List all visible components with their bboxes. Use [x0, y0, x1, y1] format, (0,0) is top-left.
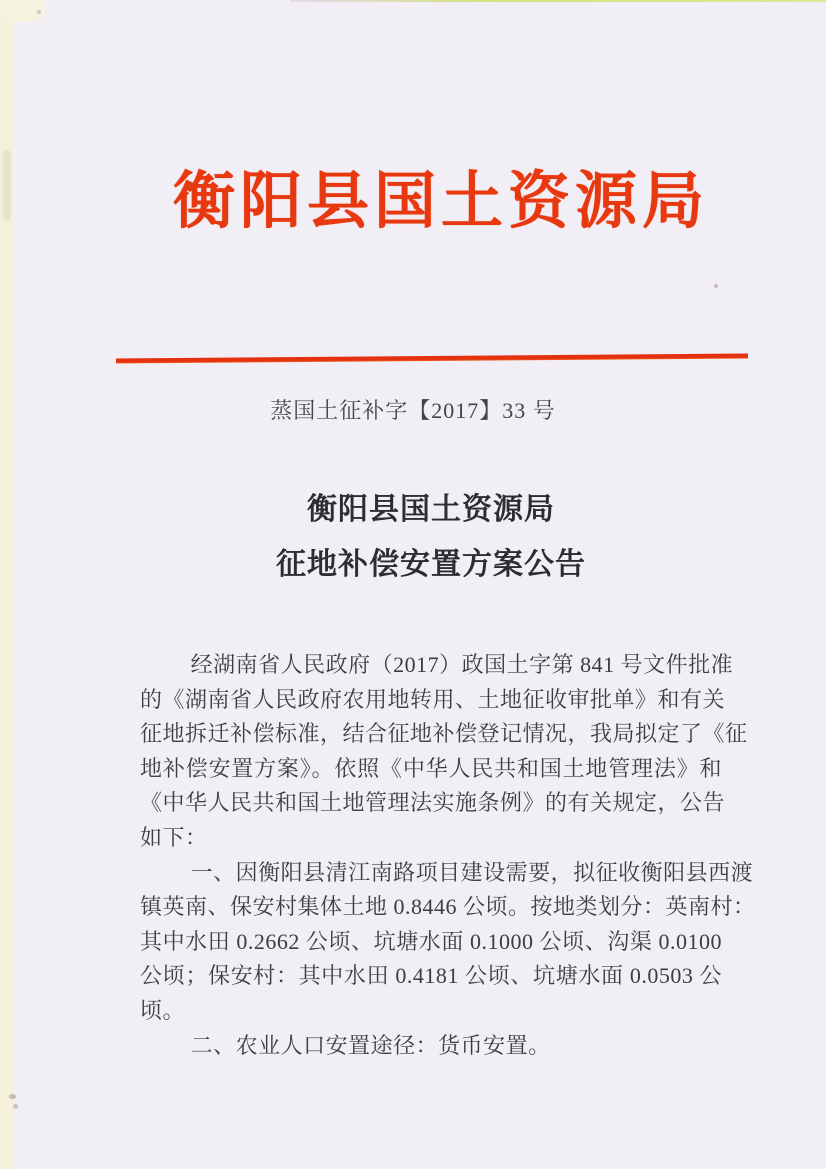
body-line: 公顷；保安村：其中水田 0.4181 公顷、坑塘水面 0.0503 公	[140, 963, 722, 989]
body-line: 征地拆迁补偿标准，结合征地补偿登记情况，我局拟定了《征	[140, 721, 748, 747]
notice-title	[18, 482, 826, 592]
scan-smudge	[3, 150, 11, 220]
notice-title-line-1: 衡阳县国土资源局	[307, 493, 555, 526]
body-line: 顷。	[140, 997, 186, 1023]
body-line: 其中水田 0.2662 公顷、坑塘水面 0.1000 公顷、沟渠 0.0100	[140, 928, 722, 954]
red-divider-rule	[116, 354, 748, 364]
body-line: 《中华人民共和国土地管理法实施条例》的有关规定，公告	[140, 790, 726, 816]
doc-reference-number: 蒸国土征补字【2017】33 号	[270, 398, 556, 423]
agency-banner-title: 衡阳县国土资源局	[172, 168, 709, 236]
body-line: 经湖南省人民政府（2017）政国土字第 841 号文件批准	[190, 652, 734, 677]
scan-speck	[37, 10, 41, 14]
scan-top-edge-line	[290, 0, 826, 2]
body-line: 的《湖南省人民政府农用地转用、土地征收审批单》和有关	[140, 686, 726, 712]
scan-speck	[9, 1094, 16, 1099]
document-body	[140, 648, 756, 1063]
body-line: 地补偿安置方案》。依照《中华人民共和国土地管理法》和	[140, 755, 722, 781]
body-line: 二、农业人口安置途径：货币安置。	[190, 1032, 551, 1058]
notice-title-line-2: 征地补偿安置方案公告	[276, 548, 586, 581]
body-line: 如下：	[140, 824, 208, 850]
body-line: 镇英南、保安村集体土地 0.8446 公顷。按地类划分：英南村：	[140, 894, 756, 920]
body-line: 一、因衡阳县清江南路项目建设需要，拟征收衡阳县西渡	[190, 859, 754, 885]
scan-speck	[13, 1104, 18, 1109]
scan-speck	[714, 284, 718, 288]
